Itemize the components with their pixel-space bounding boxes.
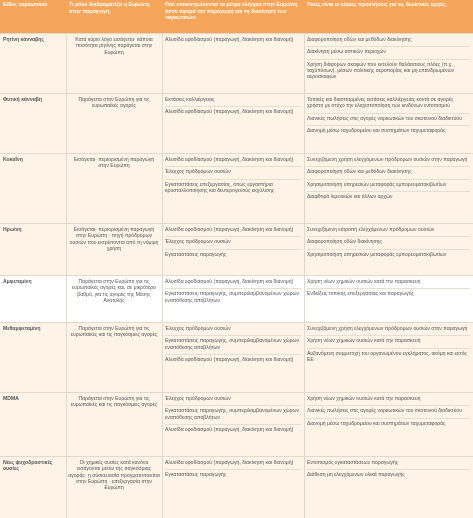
challenge-item: Αυξανόμενη συμμετοχή του οργανωμένου εγκλήματος, ακόμη και εκτός ΕΕ: [307, 350, 468, 363]
challenges-cell: [304, 94, 473, 139]
challenge-item: Διαφοροποίηση οδών διακίνησης: [307, 239, 470, 249]
drug-name-cell: Νέες ψυχοδραστικές ουσίες: [3, 460, 53, 473]
challenge-item: Χρήση νέων χημικών ουσιών κατά την παρασκευή: [307, 396, 470, 406]
control-measure-item: Αλυσίδα εφοδιασμού (παραγωγή, διακίνηση και διανομή): [165, 426, 294, 433]
challenge-item: Διανομή μέσω ταχυδρομείου και συστημάτων ταχυμεταφοράς: [307, 127, 446, 134]
control-measures-cell: [162, 276, 304, 309]
challenge-item: Συνεχιζόμενη χρήση ελεγχόμενων πρόδρομων ουσιών στην παραγωγή: [307, 157, 470, 167]
column-divider: [66, 33, 67, 518]
header-control-measures: [162, 0, 304, 33]
challenge-item: Διαφθορά λιμενικών και άλλων αρχών: [307, 193, 393, 200]
control-measure-item: Εγκαταστάσεις επεξεργασίας, όπως εργαστήρια κρυσταλλοποίησης και δευτερογενούς εκχύλισης: [165, 181, 275, 194]
table-row: [0, 322, 473, 392]
challenge-item: Χρήση διάφορων σκαφών που εκτελούν θαλάσσιους πλόες (π.χ. ταχύπλοων), μέσων πολιτικής αεροπορίας και μη επανδρωμένων αεροσκαφών: [307, 61, 455, 81]
challenge-item: Εντοπισμός εγκαταστάσεων παραγωγής: [307, 460, 470, 470]
challenge-item: Ενδείξεις τοπικής επεξεργασίας και παραγωγής: [307, 291, 414, 298]
header-europe-role: [66, 0, 162, 33]
challenge-item: Συνεχιζόμενη χρήση ελεγχόμενων πρόδρομων ουσιών στην παραγωγή: [307, 326, 470, 336]
drug-name-cell: Ηρωίνη: [3, 227, 22, 233]
challenge-item: Διαφοροποίηση οδών και μεθόδων διακίνησης: [307, 169, 470, 179]
header-label: Πού επικεντρώνονται τα μέτρα ελέγχου στην Ευρώπη όσον αφορά την παραγωγή και τη διακίνηση των ναρκωτικών;: [165, 2, 298, 22]
control-measure-item: Εγκαταστάσεις παραγωγής, συμπεριλαμβανομένων χώρων εναπόθεσης αποβλήτων: [165, 408, 301, 425]
challenges-cell: [304, 224, 473, 263]
challenge-item: Λιανικές πωλήσεις στις αγορές ναρκωτικών του σκοτεινού διαδικτύου: [307, 408, 470, 418]
header-label: Είδος ναρκωτικού: [3, 2, 48, 8]
control-measure-item: Αλυσίδα εφοδιασμού (παραγωγή, διακίνηση και διανομή): [165, 279, 301, 289]
challenges-cell: [304, 323, 473, 368]
control-measure-item: Εγκαταστάσεις παραγωγής: [165, 251, 227, 258]
control-measure-item: Αλυσίδα εφοδιασμού (παραγωγή, διακίνηση και διανομή): [165, 37, 294, 43]
europe-role-cell: Εισάγεται· περιορισμένη παραγωγή στην Ευρώπη: [73, 157, 155, 170]
challenges-cell: [304, 393, 473, 432]
challenges-cell: [304, 276, 473, 303]
control-measure-item: Εγκαταστάσεις παραγωγής, συμπεριλαμβανομένων χώρων εναπόθεσης αποβλήτων: [165, 338, 301, 355]
drug-name-cell: Αμφεταμίνη: [3, 279, 32, 285]
control-measure-item: Εγκαταστάσεις παραγωγής: [165, 472, 227, 479]
europe-role-cell: Παράγεται στην Ευρώπη για τις ευρωπαϊκές αγορές: [78, 97, 150, 110]
challenge-item: Χρησιμοποίηση υπηρεσιών μεταφοράς εμπορευματοκιβωτίων: [307, 251, 447, 258]
column-divider: [162, 33, 163, 518]
drug-name-cell: Ρητίνη κάνναβης: [3, 37, 45, 43]
table-row: [0, 275, 473, 322]
control-measure-item: Έλεγχος πρόδρομων ουσιών: [165, 396, 301, 406]
challenges-cell: [304, 154, 473, 205]
challenge-item: Χρήση νέων χημικών ουσιών κατά την παρασκευή: [307, 338, 470, 348]
header-challenges: [304, 0, 473, 33]
table-row: [0, 392, 473, 456]
header-drug-type: [0, 0, 66, 33]
control-measures-cell: [162, 393, 304, 438]
control-measure-item: Αλυσίδα εφοδιασμού (παραγωγή, διακίνηση και διανομή): [165, 227, 301, 237]
drug-name-cell: Κοκαΐνη: [3, 157, 23, 163]
control-measure-item: Εγκαταστάσεις παραγωγής, συμπεριλαμβανομένων χώρων εναπόθεσης αποβλήτων: [165, 291, 300, 304]
drug-name-cell: Φυτική κάνναβη: [3, 97, 43, 103]
challenge-item: Διανομή μέσω ταχυδρομείου και συστημάτων ταχυμεταφοράς: [307, 420, 446, 427]
control-measure-item: Αλυσίδα εφοδιασμού (παραγωγή, διακίνηση και διανομή): [165, 460, 301, 470]
control-measure-item: Έλεγχος πρόδρομων ουσιών: [165, 326, 301, 336]
europe-role-cell: Οι χημικές ουσίες κατά κανόνα εισάγονται μέσω της παγκόσμιας αγοράς· η σύσκευασία πραγματοποιείται στην Ευρώπη · επεξεργασία στην Ευρώπη: [68, 460, 160, 492]
challenge-item: Διαφοροποίηση οδών και μεθόδων διακίνησης: [307, 37, 470, 47]
challenges-cell: [304, 34, 473, 85]
table-row: [0, 456, 473, 518]
control-measures-cell: [162, 224, 304, 263]
column-divider: [304, 33, 305, 518]
control-measure-item: Εκτάσεις καλλιέργειας: [165, 97, 301, 107]
control-measure-item: Αλυσίδα εφοδιασμού (παραγωγή, διακίνηση και διανομή): [165, 109, 294, 116]
control-measure-item: Έλεγχος πρόδρομων ουσιών: [165, 239, 301, 249]
drug-name-cell: Μεθαμφεταμίνη: [3, 326, 41, 332]
europe-role-cell: Παράγεται στην Ευρώπη για τις ευρωπαϊκές και τις παγκόσμιες αγορές: [70, 326, 158, 339]
challenge-item: Λιανικές πωλήσεις στις αγορές ναρκωτικών του σκοτεινού διαδικτύου: [307, 116, 470, 126]
europe-role-cell: Παράγεται στην Ευρώπη για τις ευρωπαϊκές και τις παγκόσμιες αγορές: [70, 396, 158, 409]
challenge-item: Διακίνηση μέσω αστικών περιοχών: [307, 49, 470, 59]
challenge-item: Χρήση νέων χημικών ουσιών κατά την παρασκευή: [307, 279, 470, 289]
table-row: [0, 223, 473, 275]
control-measure-item: Αλυσίδα εφοδιασμού (παραγωγή, διακίνηση και διανομή): [165, 356, 294, 363]
drug-name-cell: MDMA: [3, 396, 19, 402]
europe-role-cell: Παράγεται στην Ευρώπη για τις ευρωπαϊκές αγορές και, σε μικρότερο βαθμό, για τις αγορές της Μέσης Ανατολής: [72, 279, 156, 304]
control-measures-cell: [162, 457, 304, 484]
table-row: [0, 93, 473, 153]
challenges-cell: [304, 457, 473, 484]
challenge-item: Συνεχιζόμενη εκτροπή ελεγχόμενων πρόδρομων ουσιών: [307, 227, 470, 237]
control-measure-item: Αλυσίδα εφοδιασμού (παραγωγή, διακίνηση και διανομή): [165, 157, 301, 167]
header-label: Ποιες είναι οι κύριες προκλήσεις για τις διωκτικές αρχές;: [307, 2, 447, 8]
table-row: [0, 33, 473, 93]
challenge-item: Διάθεση μη ελεγχόμενων υλικά παραγωγής: [307, 472, 405, 479]
table-row: [0, 153, 473, 223]
control-measure-item: Έλεγχος πρόδρομων ουσιών: [165, 169, 301, 179]
control-measures-cell: [162, 34, 304, 48]
control-measures-cell: [162, 154, 304, 199]
europe-role-cell: Κατά κύριο λόγο εισάγεται· κάποια ποσότητα ρητίνης παράγεται στην Ευρώπη: [75, 37, 153, 56]
control-measures-cell: [162, 94, 304, 121]
challenge-item: Τοπικές και διασπαρμένες εκτάσεις καλλιέργειας κοντά σε αγορές χρήστη με στόχο την ελαχιστοποίηση των κινδύνων εντοπισμού: [307, 97, 470, 114]
control-measures-cell: [162, 323, 304, 368]
europe-role-cell: Εισάγεται· περιορισμένη παραγωγή στην Ευρώπη · πηγή πρόδρομων ουσιών που εκτρέπονται από τη νόμιμη χρήση: [69, 227, 159, 252]
challenge-item: Χρησιμοποίηση υπηρεσιών μεταφοράς εμπορευματοκιβωτίων: [307, 182, 470, 192]
header-label: Τι ρόλο διαδραματίζει η Ευρώπη στην παραγωγή;: [69, 2, 150, 15]
